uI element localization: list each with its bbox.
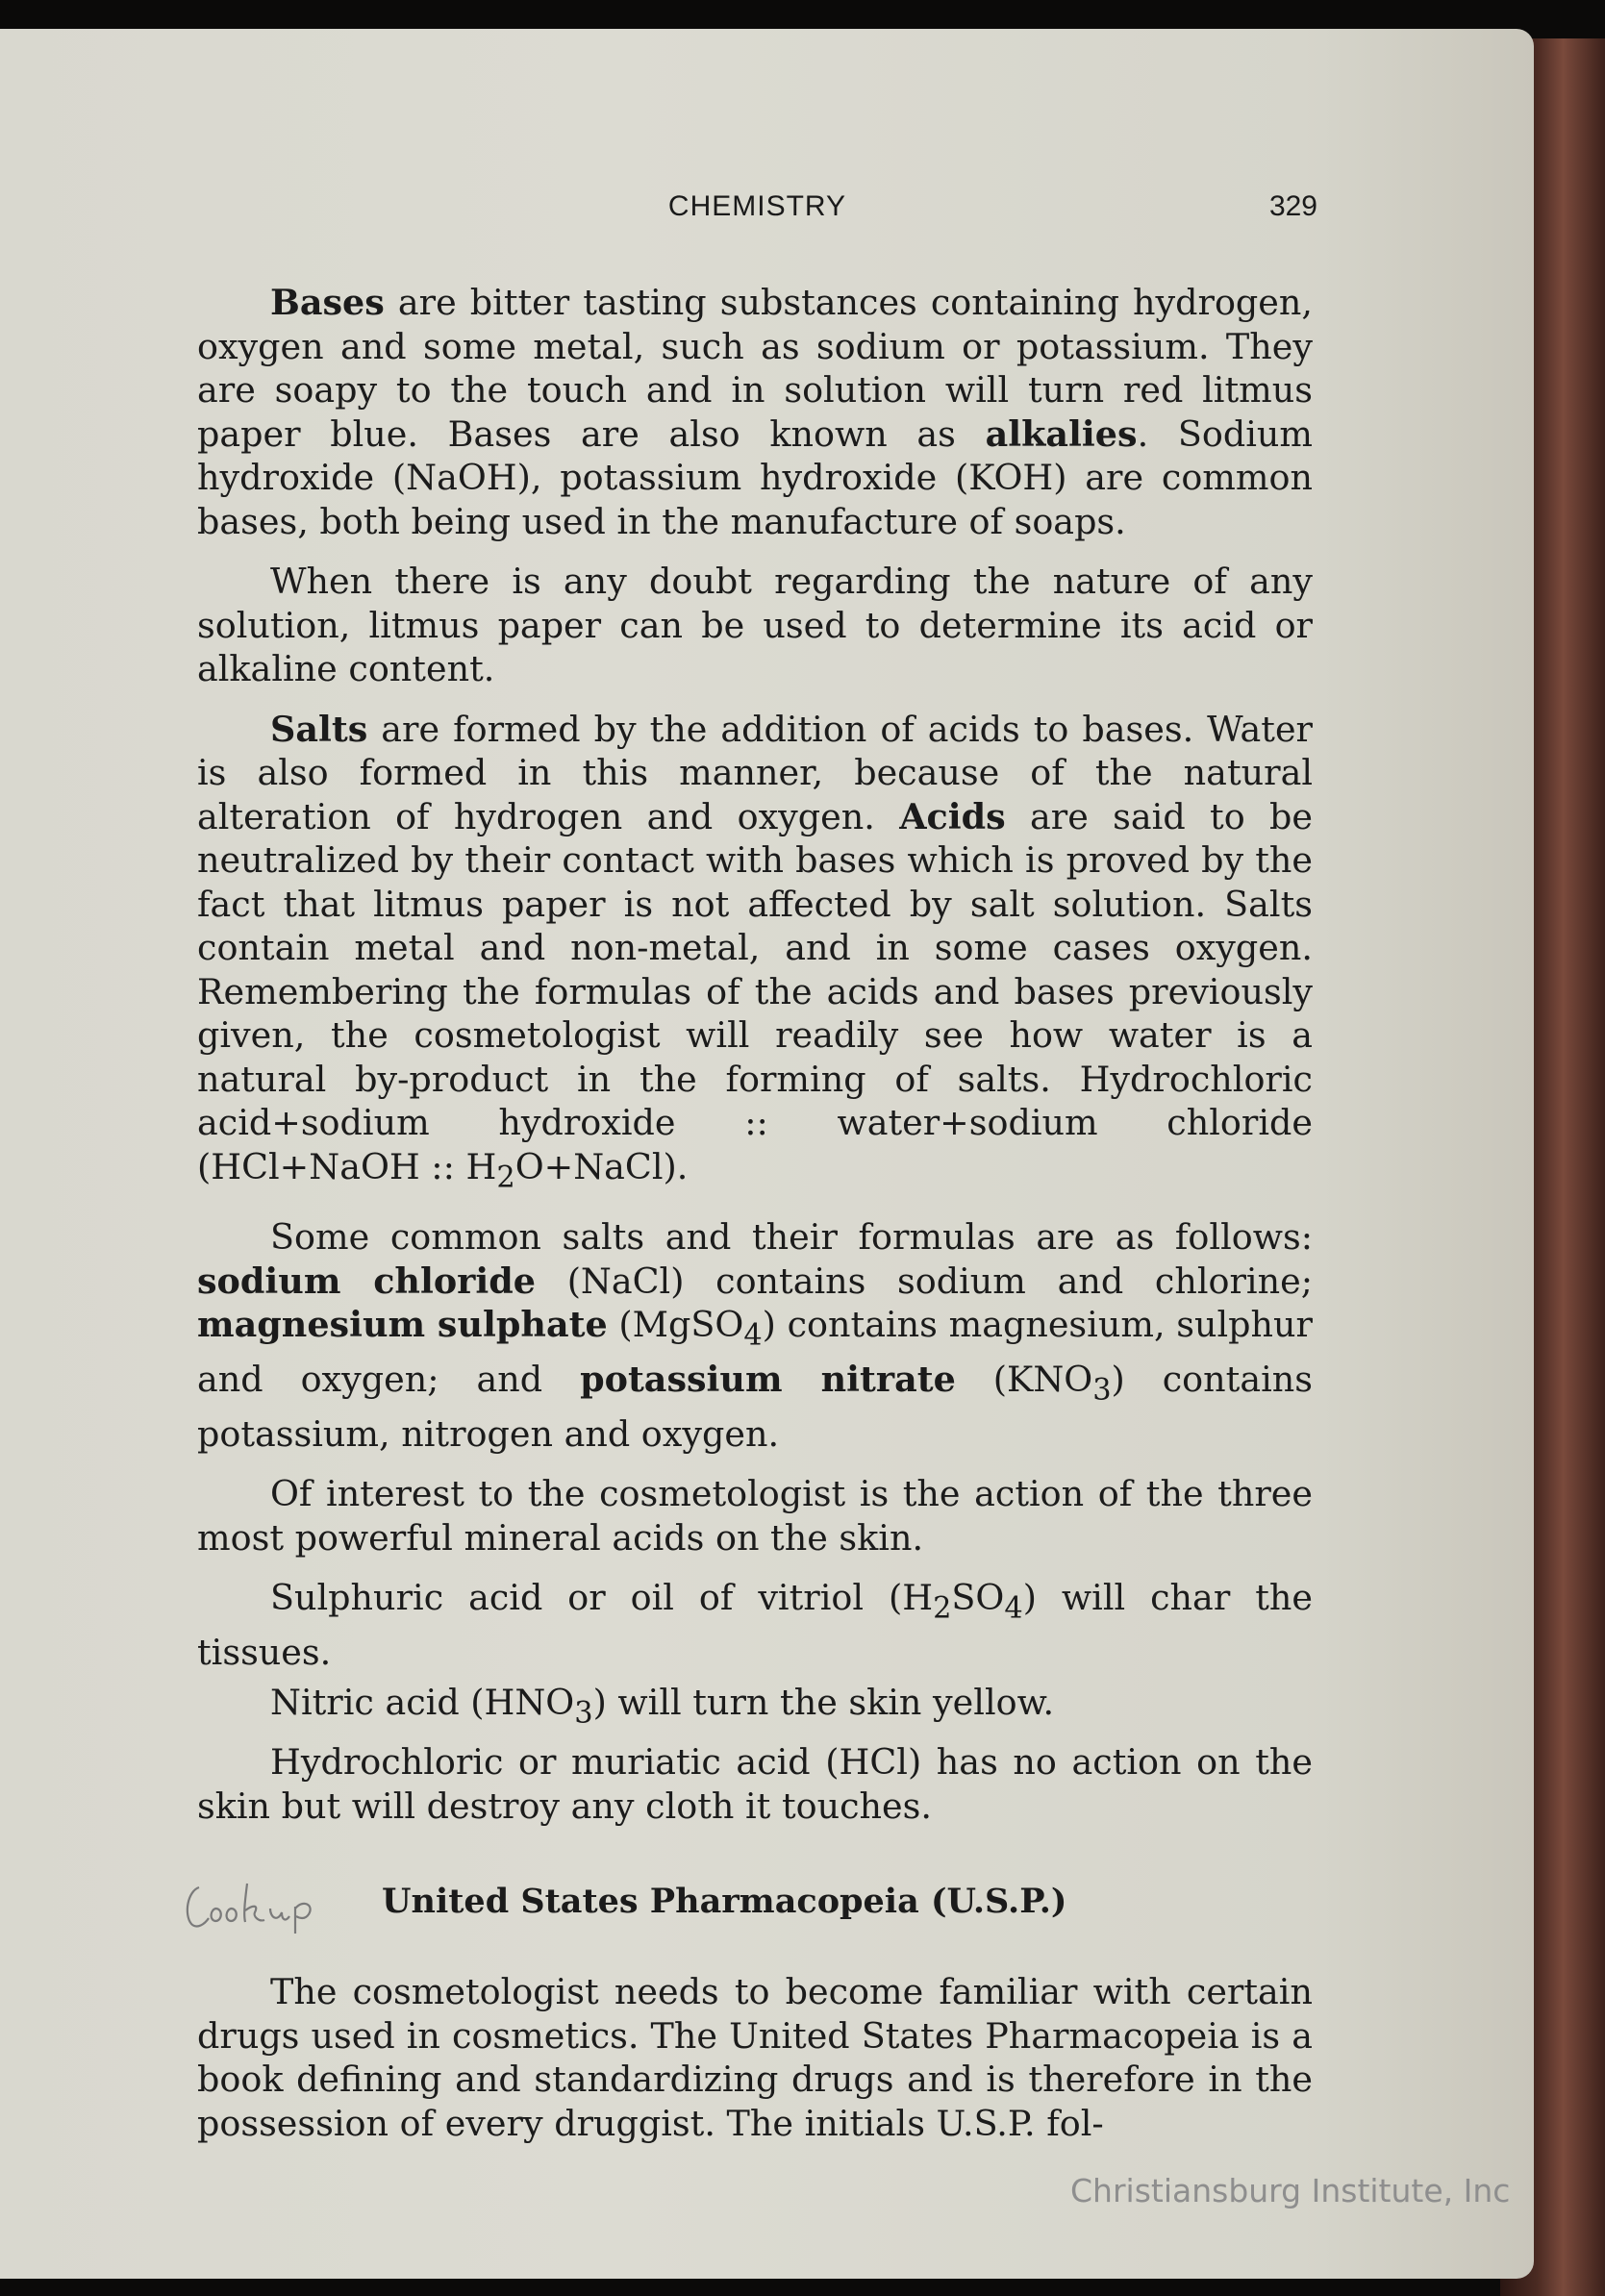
term-potassium-nitrate: potassium nitrate — [580, 1359, 956, 1401]
term-alkalies: alkalies — [985, 412, 1138, 455]
term-acids: Acids — [899, 795, 1006, 837]
running-head — [197, 190, 1317, 233]
paragraph-salts — [197, 708, 1313, 1200]
paragraph-text: O+NaCl). — [514, 1145, 689, 1187]
paragraph-text: When there is any doubt regarding the nature of any solution, litmus paper can be used to determine its acid or alkaline content. — [197, 561, 1313, 689]
paragraph-mineral-acids — [197, 1472, 1313, 1560]
paragraph-text: ) contains magnesium, sulphur and oxygen; and — [197, 1304, 1314, 1401]
paragraph-text: are formed by the addition of acids to bases. Water is also formed in this manner, because of the natural alteration of hydrogen and oxygen. — [197, 708, 1313, 837]
term-sodium-chloride: sodium chloride — [197, 1260, 537, 1302]
paragraph-hydrochloric — [197, 1740, 1313, 1828]
term-bases: Bases — [270, 282, 385, 323]
paragraph-text: Of interest to the cosmetologist is the action of the three most powerful mineral acids on the skin. — [197, 1473, 1313, 1559]
paragraph-usp — [197, 1970, 1313, 2145]
paragraph-text: are said to be neutralized by their contact with bases which is proved by the fact that litmus paper is not affected by salt solution. Salts contain metal and non-metal, and in some cases oxygen. Remembering the formulas of the acids and bases previously given, the cosmetologist will readily see how water is a natural by-product in the forming of salts. Hydrochloric acid+sodium hydroxide :: water+sodium chloride (HCl+NaOH :: H — [197, 795, 1313, 1187]
book-page — [0, 29, 1534, 2279]
subscript: 4 — [743, 1318, 763, 1353]
term-magnesium-sulphate: magnesium sulphate — [197, 1304, 608, 1346]
subscript: 2 — [933, 1591, 952, 1626]
section-heading-text: United States Pharmacopeia (U.S.P.) — [382, 1881, 1067, 1921]
subscript: 2 — [496, 1160, 515, 1194]
paragraph-litmus — [197, 560, 1313, 691]
handwritten-note-icon — [170, 1866, 372, 1935]
page-number: 329 — [1268, 190, 1317, 222]
paragraph-bases — [197, 281, 1313, 543]
term-salts: Salts — [270, 708, 368, 750]
paragraph-common-salts — [197, 1215, 1313, 1456]
subscript: 4 — [1004, 1591, 1023, 1626]
paragraph-sulphuric — [197, 1576, 1313, 1674]
paragraph-text: Sulphuric acid or oil of vitriol (H — [270, 1577, 934, 1619]
paragraph-text: . Sodium hydroxide (NaOH), potassium hydroxide (KOH) are common bases, both being used in the manufacture of soaps. — [197, 412, 1313, 542]
paragraph-text: ) will turn the skin yellow. — [592, 1681, 1055, 1723]
paragraph-text: (NaCl) contains sodium and chlorine; — [536, 1260, 1313, 1302]
section-heading — [197, 1866, 1313, 1935]
paragraph-text: Some common salts and their formulas are as follows: — [270, 1216, 1313, 1259]
paragraph-nitric — [197, 1681, 1313, 1735]
page-content — [0, 29, 1534, 2279]
paragraph-text: are bitter tasting substances containing hydrogen, oxygen and some metal, such as sodium or potassium. They are soapy to the touch and in solution will turn red litmus paper blue. Bases are also known as — [197, 282, 1313, 455]
paragraph-text: ) will char the tissues. — [197, 1577, 1313, 1674]
paragraph-text: (MgSO — [607, 1304, 744, 1346]
paragraph-text: (KNO — [955, 1359, 1093, 1401]
subscript: 3 — [1092, 1373, 1112, 1408]
watermark: Christiansburg Institute, Inc — [1070, 2172, 1511, 2209]
paragraph-text: ) contains potassium, nitrogen and oxygen. — [197, 1359, 1314, 1455]
paragraph-text: Hydrochloric or muriatic acid (HCl) has no action on the skin but will destroy any cloth it touches. — [197, 1741, 1313, 1827]
subscript: 3 — [574, 1695, 593, 1730]
paragraph-text: The cosmetologist needs to become familiar with certain drugs used in cosmetics. The United States Pharmacopeia is a book defining and standardizing drugs and is therefore in the possession of every druggist. The initials U.S.P. fol- — [197, 1971, 1313, 2144]
paragraph-text: Nitric acid (HNO — [270, 1681, 575, 1723]
running-title: CHEMISTRY — [667, 190, 847, 222]
paragraph-text: SO — [951, 1577, 1005, 1619]
body-text — [197, 281, 1313, 2161]
